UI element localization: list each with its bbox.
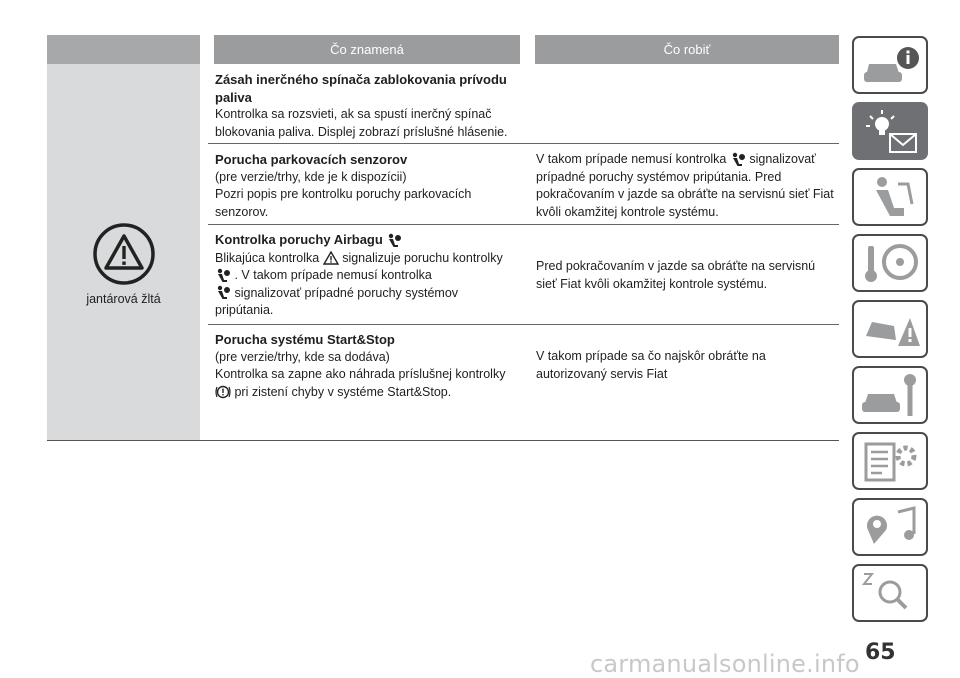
row-airbag-meaning: [215, 231, 515, 320]
header-action: Čo robiť: [535, 35, 839, 64]
header-icon-column: [47, 35, 200, 64]
lamp-color-label: jantárová žltá: [86, 292, 161, 306]
airbag-icon: [386, 233, 402, 249]
row-title: Porucha parkovacích senzorov: [215, 152, 408, 167]
row-text: . V takom prípade nemusí kontrolka: [234, 268, 432, 282]
row-text: Kontrolka sa rozsvieti, ak sa spustí inerčný spínač blokovania paliva. Displej zobrazí príslušné hlásenie.: [215, 107, 508, 139]
tab-car-info[interactable]: [852, 36, 928, 94]
warning-lights-icon: [860, 108, 922, 156]
row-title: Zásah inerčného spínača zablokovania prívodu paliva: [215, 72, 507, 105]
tab-emergency[interactable]: [852, 300, 928, 358]
action-text: signalizovať prípadné poruchy systémov pripútania. Pred pokračovaním v jazde sa obráťte na servisnú sieť Fiat kvôli okamžitej kontrole systému.: [536, 152, 834, 219]
row-title: Porucha systému Start&Stop: [215, 332, 395, 347]
row-text: signalizovať prípadné poruchy systémov pripútania.: [215, 285, 459, 317]
tab-safety[interactable]: [852, 168, 928, 226]
car-info-icon: [860, 42, 922, 90]
multimedia-icon: [860, 504, 922, 552]
row-text: Kontrolka sa zapne ako náhrada príslušnej kontrolky: [215, 367, 506, 381]
lamp-cell: [47, 64, 200, 440]
airbag-icon: [215, 285, 231, 301]
warning-triangle-icon: [92, 222, 156, 286]
row-title: Kontrolka poruchy Airbagu: [215, 232, 383, 247]
row-text: (pre verzie/trhy, kde sa dodáva): [215, 349, 390, 364]
watermark: carmanualsonline.info: [590, 650, 860, 678]
tab-multimedia[interactable]: [852, 498, 928, 556]
row-text: pri zistení chyby v systéme Start&Stop.: [234, 384, 452, 399]
header-meaning: Čo znamená: [214, 35, 520, 64]
tab-index[interactable]: [852, 564, 928, 622]
row-fuel-cutoff-meaning: [215, 71, 515, 141]
row-text: Pozri popis pre kontrolku poruchy parkovacích senzorov.: [215, 187, 472, 219]
page-number: 65: [865, 640, 896, 665]
row-divider: [208, 224, 839, 225]
tab-warning-lights[interactable]: [852, 102, 928, 160]
row-start-stop-meaning: [215, 331, 515, 401]
row-divider: [208, 143, 839, 144]
row-airbag-action: Pred pokračovaním v jazde sa obráťte na servisnú sieť Fiat kvôli okamžitej kontrole systému.: [536, 259, 816, 291]
row-start-stop-action: V takom prípade sa čo najskôr obráťte na autorizovaný servis Fiat: [536, 349, 766, 381]
row-parking-sensors-action: [536, 151, 836, 221]
action-text: V takom prípade nemusí kontrolka: [536, 152, 727, 166]
row-text: signalizuje poruchu kontrolky: [342, 250, 503, 265]
row-divider: [208, 324, 839, 325]
tab-starting-driving[interactable]: [852, 234, 928, 292]
warning-triangle-icon: [323, 251, 339, 265]
car-accident-icon: [860, 306, 922, 354]
row-text: (pre verzie/trhy, kde je k dispozícii): [215, 169, 407, 184]
row-parking-sensors-meaning: [215, 151, 515, 221]
index-icon: [860, 570, 922, 618]
airbag-icon: [730, 152, 746, 168]
generic-fault-icon: [215, 384, 231, 400]
car-service-icon: [860, 372, 922, 420]
row-text: Blikajúca kontrolka: [215, 250, 320, 265]
seat-airbag-icon: [860, 174, 922, 222]
tab-technical-data[interactable]: [852, 432, 928, 490]
tab-maintenance[interactable]: [852, 366, 928, 424]
airbag-icon: [215, 268, 231, 284]
steering-key-icon: [860, 240, 922, 288]
specs-gear-icon: [860, 438, 922, 486]
table-bottom-rule: [47, 440, 839, 441]
